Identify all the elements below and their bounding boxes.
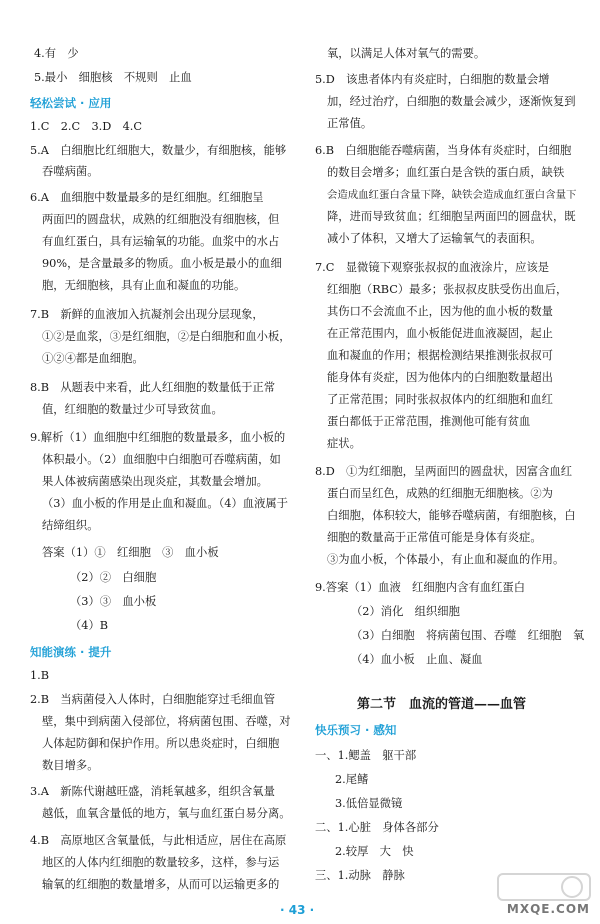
answer-line: 4.有 少 [34, 47, 79, 60]
answer-line: 8.D ①为红细胞，呈两面凹的圆盘状，因富含血红 [315, 465, 573, 478]
answer-line: 了正常范围；同时张叔叔体内的红细胞和血红 [327, 393, 553, 406]
answer-line: 1.C 2.C 3.D 4.C [30, 120, 142, 133]
answer-line: （2）消化 组织细胞 [351, 605, 460, 618]
answer-line: （3）白细胞 将病菌包围、吞噬 红细胞 氧 [351, 629, 585, 642]
answer-line: 答案（1）① 红细胞 ③ 血小板 [42, 546, 219, 559]
answer-line: 8.B 从题表中来看，此人红细胞的数量低于正常 [30, 381, 276, 394]
answer-line: 减小了体积，又增大了运输氧气的表面积。 [327, 232, 542, 245]
answer-line: 壁，集中到病菌入侵部位，将病菌包围、吞噬，对 [42, 715, 291, 728]
answer-line: 6.A 血细胞中数量最多的是红细胞。红细胞呈 [30, 191, 264, 204]
answer-line: 5.最小 细胞核 不规则 止血 [34, 71, 192, 84]
answer-line: 7.C 显微镜下观察张叔叔的血液涂片，应该是 [315, 261, 550, 274]
answer-line: 细胞的数量高于正常值可能是身体有炎症。 [327, 531, 542, 544]
section-heading: 知能演练 · 提升 [30, 645, 112, 659]
answer-line: 一、1.鳃盖 躯干部 [315, 749, 417, 762]
answer-line: （4）B [70, 619, 109, 632]
page-number: · 43 · [280, 903, 315, 917]
answer-line: 90%，是含量最多的物质。血小板是最小的血细 [42, 257, 282, 270]
answer-line: 结缔组织。 [42, 519, 99, 532]
answer-line: 6.B 白细胞能吞噬病菌，当身体有炎症时，白细胞 [315, 144, 572, 157]
answer-line: 在正常范围内，血小板能促进血液凝固，起止 [327, 327, 553, 340]
answer-line: 红细胞（RBC）最多；张叔叔皮肤受伤出血后， [327, 283, 568, 296]
answer-line: 血和凝血的作用；根据检测结果推测张叔叔可 [327, 349, 553, 362]
answer-line: 3.A 新陈代谢越旺盛，消耗氧越多，组织含氧量 [30, 785, 275, 798]
answer-line: 4.B 高原地区含氧量低，与此相适应，居住在高原 [30, 834, 287, 847]
section-heading: 快乐预习 · 感知 [315, 723, 397, 737]
answer-line: ①②④都是血细胞。 [42, 352, 144, 365]
answer-line: 越低，血氧含量低的地方，氧与血红蛋白易分离。 [42, 807, 291, 820]
answer-line: （3）血小板的作用是止血和凝血。（4）血液属于 [42, 497, 288, 510]
section-heading: 轻松尝试 · 应用 [30, 96, 112, 110]
answer-line: 3.低倍显微镜 [335, 797, 403, 810]
answer-line: 9.答案（1）血液 红细胞内含有血红蛋白 [315, 581, 526, 594]
answer-line: 其伤口不会流血不止，因为他的血小板的数量 [327, 305, 553, 318]
answer-line: 2.尾鳍 [335, 773, 369, 786]
answer-line: 两面凹的圆盘状，成熟的红细胞没有细胞核，但 [42, 213, 280, 226]
answer-line: 5.D 该患者体内有炎症时，白细胞的数量会增 [315, 73, 550, 86]
answer-line: 白细胞，体积较大，能够吞噬病菌，有细胞核，白 [327, 509, 576, 522]
answer-line: 输氧的红细胞的数量增多，从而可以运输更多的 [42, 878, 280, 891]
answer-line: 会造成血红蛋白含量下降，缺铁会造成血红蛋白含量下 [327, 189, 577, 201]
answer-line: 有血红蛋白，具有运输氧的功能。血浆中的水占 [42, 235, 280, 248]
watermark-text: MXQE.COM [506, 902, 590, 916]
answer-line: 正常值。 [327, 117, 373, 130]
answer-line: 2.较厚 大 快 [335, 845, 414, 858]
section-title: 第二节 血流的管道——血管 [357, 697, 527, 712]
answer-line: 2.B 当病菌侵入人体时，白细胞能穿过毛细血管 [30, 693, 276, 706]
answer-line: 果人体被病菌感染出现炎症，其数量会增加。 [42, 475, 268, 488]
answer-line: 1.B [30, 669, 50, 682]
answer-line: 胞，无细胞核，具有止血和凝血的功能。 [42, 279, 246, 292]
answer-line: 7.B 新鲜的血液加入抗凝剂会出现分层现象， [30, 308, 264, 321]
answer-line: （2）② 白细胞 [70, 571, 157, 584]
answer-line: （3）③ 血小板 [70, 595, 157, 608]
answer-line: 9.解析（1）血细胞中红细胞的数量最多，血小板的 [30, 431, 286, 444]
answer-line: 5.A 白细胞比红细胞大，数量少，有细胞核，能够 [30, 144, 287, 157]
answer-line: 人体起防御和保护作用。所以患炎症时，白细胞 [42, 737, 280, 750]
answer-line: 体积最小。（2）血细胞中白细胞可吞噬病菌，如 [42, 453, 281, 466]
answer-line: 三、1.动脉 静脉 [315, 869, 405, 882]
answer-line: 能身体有炎症，因为他体内的白细胞数量超出 [327, 371, 553, 384]
answer-line: 氧，以满足人体对氧气的需要。 [327, 47, 486, 60]
answer-line: 二、1.心脏 身体各部分 [315, 821, 439, 834]
answer-line: 的数目会增多；血红蛋白是含铁的蛋白质，缺铁 [327, 166, 565, 179]
answer-line: ①②是血浆，③是红细胞，②是白细胞和血小板， [42, 330, 291, 343]
answer-line: 地区的人体内红细胞的数量较多，这样，参与运 [42, 856, 280, 869]
answer-line: 症状。 [327, 437, 361, 450]
answer-line: 加，经过治疗，白细胞的数量会减少，逐渐恢复到 [327, 95, 576, 108]
answer-line: 蛋白都低于正常范围，推测他可能有贫血 [327, 415, 531, 428]
answer-line: 数目增多。 [42, 759, 99, 772]
answer-line: 降，进而导致贫血；红细胞呈两面凹的圆盘状，既 [327, 210, 576, 223]
answer-line: 吞噬病菌。 [42, 165, 99, 178]
answer-line: 蛋白而呈红色，成熟的红细胞无细胞核。②为 [327, 487, 553, 500]
answer-line: 值，红细胞的数量过少可导致贫血。 [42, 403, 223, 416]
answer-line: （4）血小板 止血、凝血 [351, 653, 483, 666]
answer-line: ③为血小板，个体最小，有止血和凝血的作用。 [327, 553, 565, 566]
